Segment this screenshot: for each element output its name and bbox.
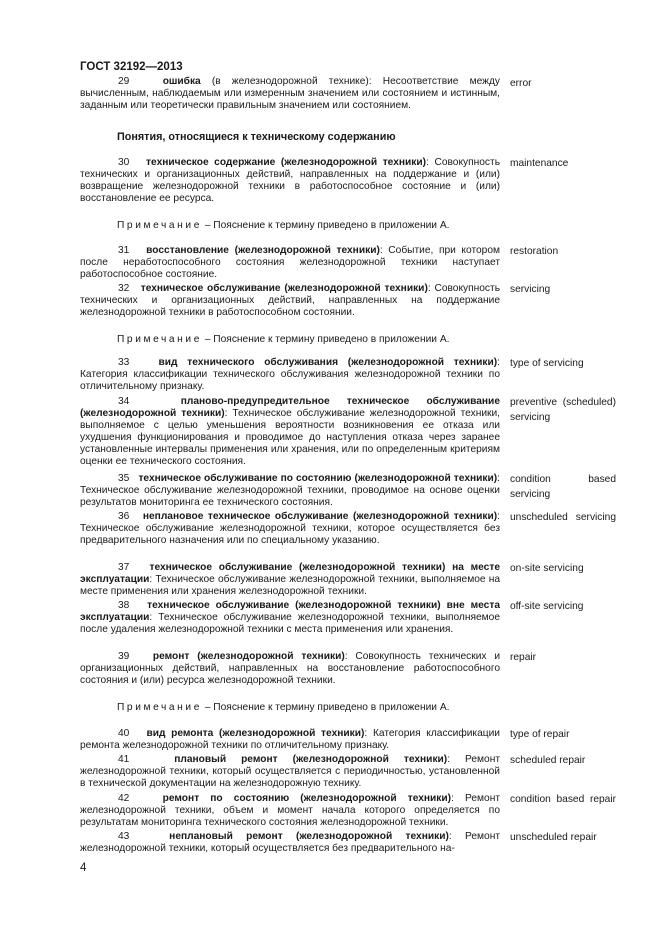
term-name: плановый ремонт (железнодорожной техники) bbox=[174, 754, 448, 765]
definition: 42 ремонт по состоянию (железнодорожной техники): Ремонт железнодорожной техники, объем и момент начала которого определяется по результатам мониторинга технического состояния железнодорожной техники. bbox=[80, 793, 500, 828]
term-name: вид технического обслуживания (железнодорожной техники) bbox=[158, 357, 498, 368]
note bbox=[117, 702, 449, 714]
term-name: восстановление (железнодорожной техники) bbox=[146, 245, 380, 256]
definition: 37 техническое обслуживание (железнодорожной техники) на месте эксплуатации: Техническое обслуживание железнодорожной техники, выполняемое на месте применения или хранения железнодорожной техники. bbox=[80, 562, 500, 597]
definition: 31 восстановление (железнодорожной техники): Событие, при котором после неработоспособного состояния железнодорожной техники наступает работоспособное состояние. bbox=[80, 245, 500, 280]
definition: 41 плановый ремонт (железнодорожной техники): Ремонт железнодорожной техники, который осуществляется с периодичностью, установленной в технической документации на железнодорожную технику. bbox=[80, 754, 500, 789]
english-equivalent: error bbox=[510, 78, 532, 89]
term-entry-38 bbox=[80, 600, 500, 636]
english-equivalent: scheduled repair bbox=[510, 755, 586, 766]
term-entry-35 bbox=[80, 473, 500, 509]
term-entry-31 bbox=[80, 245, 500, 281]
note-text: – Пояснение к термину приведено в приложении А. bbox=[204, 220, 450, 231]
english-equivalent: servicing bbox=[510, 284, 551, 295]
english-equivalent: type of servicing bbox=[510, 358, 584, 369]
note bbox=[117, 220, 449, 232]
definition: 32 техническое обслуживание (железнодорожной техники): Совокупность технических и организационных действий, направленных на поддержание железнодорожной техники в работоспособном состоянии. bbox=[80, 283, 500, 318]
term-name: ошибка bbox=[162, 76, 201, 87]
definition: 29 ошибка (в железнодорожной технике): Несоответствие между вычисленным, наблюдаемым или измеренным значением или состоянием и истинным, заданным или теоретически правильным значением или состоянием. bbox=[80, 76, 500, 111]
term-name: техническое содержание (железнодорожной техники) bbox=[146, 157, 427, 168]
definition: 43 неплановый ремонт (железнодорожной техники): Ремонт железнодорожной техники, который осуществляется без предварительного на- bbox=[80, 831, 500, 854]
term-entry-40 bbox=[80, 728, 500, 752]
term-entry-41 bbox=[80, 754, 500, 790]
english-equivalent: off-site servicing bbox=[510, 601, 584, 612]
term-name: неплановый ремонт (железнодорожной техники) bbox=[169, 831, 449, 842]
term-entry-34 bbox=[80, 396, 500, 467]
standard-code-header: ГОСТ 32192—2013 bbox=[80, 61, 183, 73]
english-equivalent: repair bbox=[510, 652, 537, 663]
term-name: техническое обслуживание (железнодорожной техники) вне места эксплуатации bbox=[80, 600, 500, 623]
english-equivalent: condition based repair bbox=[510, 794, 616, 805]
note-label: Примечание bbox=[117, 702, 202, 713]
note-label: Примечание bbox=[117, 220, 202, 231]
english-equivalent: type of repair bbox=[510, 729, 570, 740]
english-equivalent: maintenance bbox=[510, 158, 569, 169]
term-entry-39 bbox=[80, 651, 500, 687]
term-entry-42 bbox=[80, 793, 500, 829]
definition: 36 неплановое техническое обслуживание (железнодорожной техники): Техническое обслуживание железнодорожной техники, которое осуществляется без предварительного назначения или по специальному указанию. bbox=[80, 511, 500, 546]
definition: 34 планово-предупредительное техническое обслуживание (железнодорожной техники): Техническое обслуживание железнодорожной техники, выполняемое с целью уменьшения вероятности возникновения ее отказа или ухудшения функционирования и проводимое до наступления отказа через заранее установленные интервалы применения или хранения, или по определенным критериям оценки ее технического состояния. bbox=[80, 396, 500, 467]
term-name: техническое обслуживание (железнодорожной техники) bbox=[140, 283, 428, 294]
definition: 40 вид ремонта (железнодорожной техники): Категория классификации ремонта железнодорожной техники по отличительному признаку. bbox=[80, 728, 500, 751]
term-entry-32 bbox=[80, 283, 500, 319]
definition: 35 техническое обслуживание по состоянию (железнодорожной техники): Техническое обслуживание железнодорожной техники, проводимое на основе оценки результатов мониторинга ее технического состояния. bbox=[80, 473, 500, 508]
term-entry-36 bbox=[80, 511, 500, 547]
page-number: 4 bbox=[80, 862, 87, 874]
note bbox=[117, 334, 449, 346]
definition: 39 ремонт (железнодорожной техники): Совокупность технических и организационных действий, направленных на восстановление работоспособного состояния и (или) ресурса железнодорожной техники. bbox=[80, 651, 501, 686]
term-entry-37 bbox=[80, 562, 500, 598]
term-name: вид ремонта (железнодорожной техники) bbox=[146, 728, 365, 739]
note-text: – Пояснение к термину приведено в приложении А. bbox=[204, 702, 450, 713]
term-entry-30 bbox=[80, 157, 500, 205]
term-name: ремонт (железнодорожной техники) bbox=[152, 651, 345, 662]
term-name: ремонт по состоянию (железнодорожной техники) bbox=[162, 793, 452, 804]
english-equivalent: condition based servicing bbox=[510, 474, 616, 500]
english-equivalent: preventive (scheduled) servicing bbox=[510, 397, 616, 423]
term-name: планово-предупредительное техническое обслуживание (железнодорожной техники) bbox=[80, 396, 500, 419]
definition: 33 вид технического обслуживания (железнодорожной техники): Категория классификации технического обслуживания железнодорожной техники по отличительному признаку. bbox=[80, 357, 500, 392]
term-entry-29 bbox=[80, 76, 500, 112]
term-name: техническое обслуживание (железнодорожной техники) на месте эксплуатации bbox=[80, 562, 500, 585]
note-label: Примечание bbox=[117, 334, 202, 345]
term-name: неплановое техническое обслуживание (железнодорожной техники) bbox=[142, 511, 498, 522]
term-entry-43 bbox=[80, 831, 500, 855]
definition: 38 техническое обслуживание (железнодорожной техники) вне места эксплуатации: Техническое обслуживание железнодорожной техники, выполняемое после удаления железнодорожной техники с места применения или хранения. bbox=[80, 600, 500, 635]
note-text: – Пояснение к термину приведено в приложении А. bbox=[204, 334, 450, 345]
section-title: Понятия, относящиеся к техническому содержанию bbox=[117, 131, 396, 143]
english-equivalent: restoration bbox=[510, 246, 559, 257]
term-entry-33 bbox=[80, 357, 500, 393]
english-equivalent: on-site servicing bbox=[510, 563, 584, 574]
english-equivalent: unscheduled servicing bbox=[510, 512, 616, 523]
english-equivalent: unscheduled repair bbox=[510, 832, 597, 843]
definition: 30 техническое содержание (железнодорожной техники): Совокупность технических и организационных действий, направленных на поддержание и (или) возвращение железнодорожной техники в работоспособное состояние и (или) восстановление ее ресурса. bbox=[80, 157, 500, 204]
term-name: техническое обслуживание по состоянию (железнодорожной техники) bbox=[138, 473, 498, 484]
